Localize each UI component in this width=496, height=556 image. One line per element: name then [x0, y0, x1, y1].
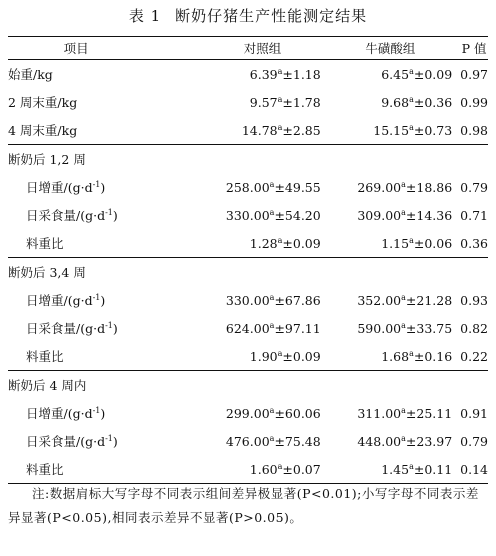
header-treatment: 牛磺酸组	[329, 37, 460, 60]
control-cell-sd: ±0.09	[282, 348, 321, 364]
row-label-text: 料重比	[26, 349, 64, 364]
treatment-cell-sd: ±0.11	[413, 461, 453, 477]
treatment-cell-value: 311.00	[357, 405, 402, 421]
control-cell	[204, 173, 329, 201]
control-cell-sd: ±67.86	[274, 292, 321, 308]
p-value-cell: 0.99	[460, 94, 488, 110]
control-cell-value: 1.60	[249, 461, 278, 477]
row-label-text: 日增重/(g·d	[26, 293, 93, 308]
row-label	[8, 342, 204, 371]
treatment-cell-value: 9.68	[381, 94, 410, 110]
treatment-cell-superscript: a	[401, 207, 406, 217]
control-cell-value: 624.00	[225, 320, 270, 336]
row-label-text: 4 周末重/kg	[8, 123, 78, 138]
row-label-text: 始重/kg	[8, 67, 53, 82]
row-label	[8, 399, 204, 427]
table-row	[8, 286, 488, 314]
treatment-cell-value: 1.68	[381, 348, 410, 364]
row-label-text: 日采食量/(g·d	[26, 434, 106, 449]
treatment-cell-value: 269.00	[357, 179, 402, 195]
table-row	[8, 427, 488, 455]
table-row	[8, 201, 488, 229]
row-label-end: )	[112, 321, 118, 336]
row-label	[8, 314, 204, 342]
p-value-cell: 0.79	[460, 433, 488, 449]
row-label-text: 日采食量/(g·d	[26, 208, 106, 223]
control-cell-superscript: a	[277, 66, 283, 76]
treatment-cell-value: 1.15	[381, 235, 410, 251]
p-value-cell: 0.93	[460, 292, 488, 308]
row-label-text: 料重比	[26, 462, 64, 477]
p-value-cell: 0.36	[460, 235, 488, 251]
group-header-row	[8, 371, 488, 400]
p-value-cell: 0.98	[460, 122, 488, 138]
control-cell-sd: ±0.09	[282, 235, 321, 251]
treatment-cell	[329, 229, 460, 258]
treatment-cell	[329, 455, 460, 484]
control-cell-value: 6.39	[249, 66, 278, 82]
row-label	[8, 88, 204, 116]
treatment-cell-sd: ±25.11	[405, 405, 453, 421]
group-title: 断奶后 4 周内	[8, 371, 488, 400]
control-cell-value: 1.28	[249, 235, 278, 251]
table-row	[8, 173, 488, 201]
control-cell-superscript: a	[269, 405, 275, 415]
header-p-value: P 值	[460, 37, 488, 60]
control-cell-sd: ±97.11	[274, 320, 321, 336]
control-cell	[204, 314, 329, 342]
control-cell-sd: ±0.07	[282, 461, 321, 477]
control-cell	[204, 399, 329, 427]
row-label-superscript: -1	[92, 180, 101, 189]
treatment-cell-value: 6.45	[381, 66, 410, 82]
p-value-cell: 0.14	[460, 461, 488, 477]
row-label	[8, 455, 204, 484]
table-note: 注:数据肩标大写字母不同表示组间差异极显著(P<0.01);小写字母不同表示差异显著(P<0.05),相同表示差异不显著(P>0.05)。	[8, 486, 479, 525]
control-cell	[204, 201, 329, 229]
row-label-text: 料重比	[26, 236, 64, 251]
table-row	[8, 229, 488, 258]
control-cell	[204, 88, 329, 116]
treatment-cell-superscript: a	[401, 179, 406, 189]
treatment-cell	[329, 201, 460, 229]
treatment-cell	[329, 88, 460, 116]
header-item: 项目	[8, 37, 204, 60]
control-cell-value: 9.57	[249, 94, 278, 110]
control-cell-superscript: a	[277, 94, 283, 104]
control-cell	[204, 60, 329, 89]
group-header-row	[8, 258, 488, 287]
control-cell-value: 14.78	[241, 122, 278, 138]
treatment-cell	[329, 116, 460, 145]
treatment-cell-sd: ±14.36	[405, 207, 453, 223]
treatment-cell-value: 1.45	[381, 461, 410, 477]
table-caption	[0, 6, 496, 26]
row-label	[8, 116, 204, 145]
treatment-cell-value: 590.00	[357, 320, 402, 336]
treatment-cell	[329, 342, 460, 371]
control-cell-superscript: a	[277, 348, 283, 358]
treatment-cell-superscript: a	[409, 94, 414, 104]
treatment-cell-sd: ±0.36	[413, 94, 453, 110]
control-cell-superscript: a	[269, 433, 275, 443]
p-value-cell: 0.79	[460, 179, 488, 195]
control-cell-sd: ±1.78	[282, 94, 321, 110]
table-row	[8, 60, 488, 89]
control-cell-superscript: a	[277, 461, 283, 471]
control-cell-value: 258.00	[225, 179, 270, 195]
p-value-cell: 0.71	[460, 207, 488, 223]
control-cell	[204, 342, 329, 371]
treatment-cell-superscript: a	[409, 235, 414, 245]
treatment-cell	[329, 399, 460, 427]
control-cell	[204, 116, 329, 145]
treatment-cell	[329, 286, 460, 314]
control-cell-superscript: a	[277, 235, 283, 245]
control-cell-superscript: a	[277, 122, 283, 132]
treatment-cell-sd: ±0.16	[413, 348, 453, 364]
row-label-end: )	[100, 180, 106, 195]
control-cell-sd: ±54.20	[274, 207, 321, 223]
p-value-cell: 0.91	[460, 405, 488, 421]
control-cell-sd: ±49.55	[274, 179, 321, 195]
p-value-cell: 0.82	[460, 320, 488, 336]
treatment-cell-sd: ±0.09	[413, 66, 453, 82]
table-body	[8, 60, 488, 484]
group-title: 断奶后 3,4 周	[8, 258, 488, 287]
row-label-end: )	[100, 293, 106, 308]
treatment-cell	[329, 60, 460, 89]
treatment-cell-value: 352.00	[357, 292, 402, 308]
treatment-cell-superscript: a	[409, 348, 414, 358]
row-label-end: )	[100, 406, 106, 421]
treatment-cell-superscript: a	[401, 320, 406, 330]
treatment-cell-superscript: a	[409, 122, 414, 132]
treatment-cell-sd: ±0.73	[413, 122, 453, 138]
control-cell-superscript: a	[269, 179, 275, 189]
row-label-superscript: -1	[105, 434, 113, 443]
row-label-superscript: -1	[105, 321, 113, 330]
treatment-cell-sd: ±33.75	[405, 320, 453, 336]
row-label-text: 日增重/(g·d	[26, 180, 93, 195]
treatment-cell-superscript: a	[409, 66, 414, 76]
treatment-cell-value: 15.15	[373, 122, 410, 138]
control-cell-value: 1.90	[249, 348, 278, 364]
treatment-cell-superscript: a	[409, 461, 414, 471]
group-title: 断奶后 1,2 周	[8, 145, 488, 174]
control-cell-value: 330.00	[225, 292, 270, 308]
control-cell-superscript: a	[269, 320, 275, 330]
treatment-cell	[329, 314, 460, 342]
control-cell-superscript: a	[269, 207, 275, 217]
row-label	[8, 173, 204, 201]
control-cell	[204, 286, 329, 314]
control-cell-superscript: a	[269, 292, 275, 302]
row-label	[8, 427, 204, 455]
control-cell-value: 476.00	[225, 433, 270, 449]
table-title: 断奶仔猪生产性能测定结果	[175, 7, 368, 25]
table-number: 表 1	[128, 7, 162, 25]
row-label-text: 日采食量/(g·d	[26, 321, 106, 336]
control-cell	[204, 455, 329, 484]
table-row	[8, 116, 488, 145]
treatment-cell-value: 309.00	[357, 207, 402, 223]
header-control: 对照组	[204, 37, 329, 60]
row-label	[8, 60, 204, 89]
table-row	[8, 399, 488, 427]
treatment-cell-superscript: a	[401, 433, 406, 443]
group-header-row	[8, 145, 488, 174]
table-row	[8, 314, 488, 342]
treatment-cell	[329, 173, 460, 201]
p-value-cell: 0.97	[460, 66, 488, 82]
control-cell-sd: ±75.48	[274, 433, 321, 449]
results-table	[8, 36, 488, 484]
row-label	[8, 286, 204, 314]
table-row	[8, 88, 488, 116]
control-cell	[204, 427, 329, 455]
treatment-cell-sd: ±21.28	[405, 292, 453, 308]
control-cell-sd: ±60.06	[274, 405, 321, 421]
treatment-cell-superscript: a	[401, 292, 406, 302]
row-label-end: )	[112, 208, 118, 223]
row-label-superscript: -1	[92, 293, 101, 302]
row-label-text: 日增重/(g·d	[26, 406, 93, 421]
p-value-cell: 0.22	[460, 348, 488, 364]
treatment-cell	[329, 427, 460, 455]
treatment-cell-sd: ±0.06	[413, 235, 453, 251]
treatment-cell-sd: ±18.86	[405, 179, 453, 195]
header-row	[8, 37, 488, 60]
row-label-superscript: -1	[92, 406, 101, 415]
table-row	[8, 342, 488, 371]
treatment-cell-sd: ±23.97	[405, 433, 453, 449]
row-label	[8, 229, 204, 258]
control-cell-sd: ±1.18	[282, 66, 321, 82]
row-label-end: )	[112, 434, 118, 449]
control-cell-sd: ±2.85	[282, 122, 321, 138]
table-row	[8, 455, 488, 484]
treatment-cell-value: 448.00	[357, 433, 402, 449]
control-cell-value: 299.00	[225, 405, 270, 421]
row-label-text: 2 周末重/kg	[8, 95, 78, 110]
treatment-cell-superscript: a	[401, 405, 406, 415]
row-label	[8, 201, 204, 229]
control-cell	[204, 229, 329, 258]
control-cell-value: 330.00	[225, 207, 270, 223]
row-label-superscript: -1	[105, 208, 113, 217]
